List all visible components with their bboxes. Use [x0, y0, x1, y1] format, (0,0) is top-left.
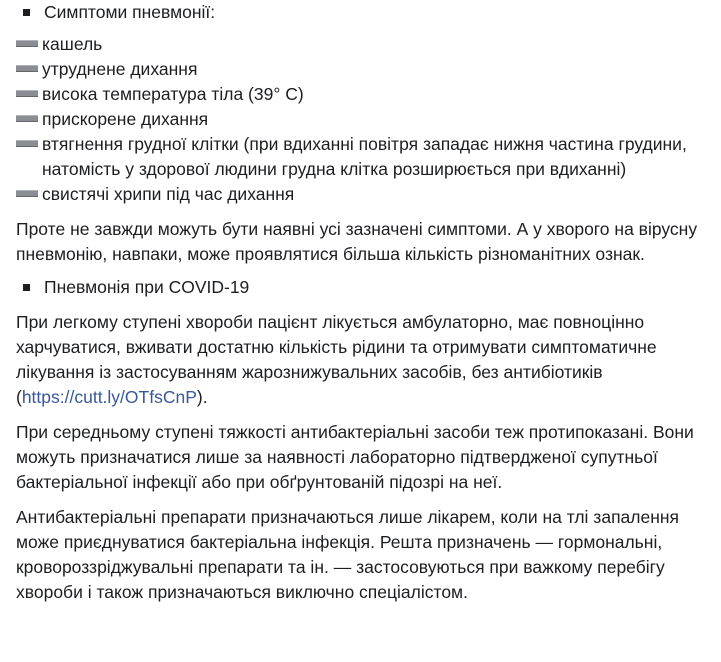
- covid-paragraph-1: [16, 310, 707, 410]
- note-paragraph: Проте не завжди можуть бути наявні усі зазначені симптоми. А у хворого на вірусну пневмонію, навпаки, може проявлятися більша кількість різноманітних ознак.: [16, 219, 698, 264]
- square-bullet-icon: [23, 9, 30, 16]
- list-item: [16, 82, 707, 107]
- dash-icon: [16, 40, 38, 47]
- symptom-text: свистячі хрипи під час дихання: [42, 184, 295, 204]
- dash-icon: [16, 190, 38, 197]
- paragraph-text: При легкому ступені хвороби пацієнт лікується амбулаторно, має повноцінно харчуватися, вживати достатню кількість рідини та отримувати симптоматичне лікування із застосуванням жарознижувальних засобів, без антибіотиків (: [16, 312, 657, 407]
- cutt-ly-link[interactable]: https://cutt.ly/OTfsCnP: [21, 387, 197, 407]
- covid-heading: [16, 275, 707, 300]
- dash-icon: [16, 65, 38, 72]
- list-item: [16, 57, 707, 82]
- paragraph-text-end: ).: [196, 387, 208, 407]
- symptom-text: прискорене дихання: [42, 109, 209, 129]
- dash-icon: [16, 140, 38, 147]
- list-item: [16, 132, 707, 182]
- symptoms-heading-text: Симптоми пневмонії:: [44, 2, 216, 22]
- covid-paragraph-2: При середньому ступені тяжкості антибактеріальні засоби теж протипоказані. Вони можуть призначатися лише за наявності лабораторно підтвердженої супутньої бактеріальної інфекції або при обґрунтованій підозрі на неї.: [16, 422, 694, 492]
- covid-paragraph-3: Антибактеріальні препарати призначаються лише лікарем, коли на тлі запалення може приєднуватися бактеріальна інфекція. Решта призначень — гормональні, кровороззріджувальні препарати та ін. — застосовуються при важкому перебігу хвороби і також призначаються виключно спеціалістом.: [16, 507, 680, 602]
- symptoms-list: [16, 32, 707, 207]
- dash-icon: [16, 115, 38, 122]
- covid-heading-text: Пневмонія при COVID-19: [44, 277, 250, 297]
- symptom-text: кашель: [42, 34, 103, 54]
- list-item: [16, 182, 707, 207]
- symptom-text: втягнення грудної клітки (при вдиханні повітря западає нижня частина грудини, натомість у здорової людини грудна клітка розширюється при вдиханні): [42, 134, 687, 179]
- symptoms-heading: [16, 0, 707, 25]
- dash-icon: [16, 90, 38, 97]
- list-item: [16, 32, 707, 57]
- list-item: [16, 107, 707, 132]
- square-bullet-icon: [23, 284, 30, 291]
- symptom-text: висока температура тіла (39° С): [42, 84, 304, 104]
- symptom-text: утруднене дихання: [42, 59, 198, 79]
